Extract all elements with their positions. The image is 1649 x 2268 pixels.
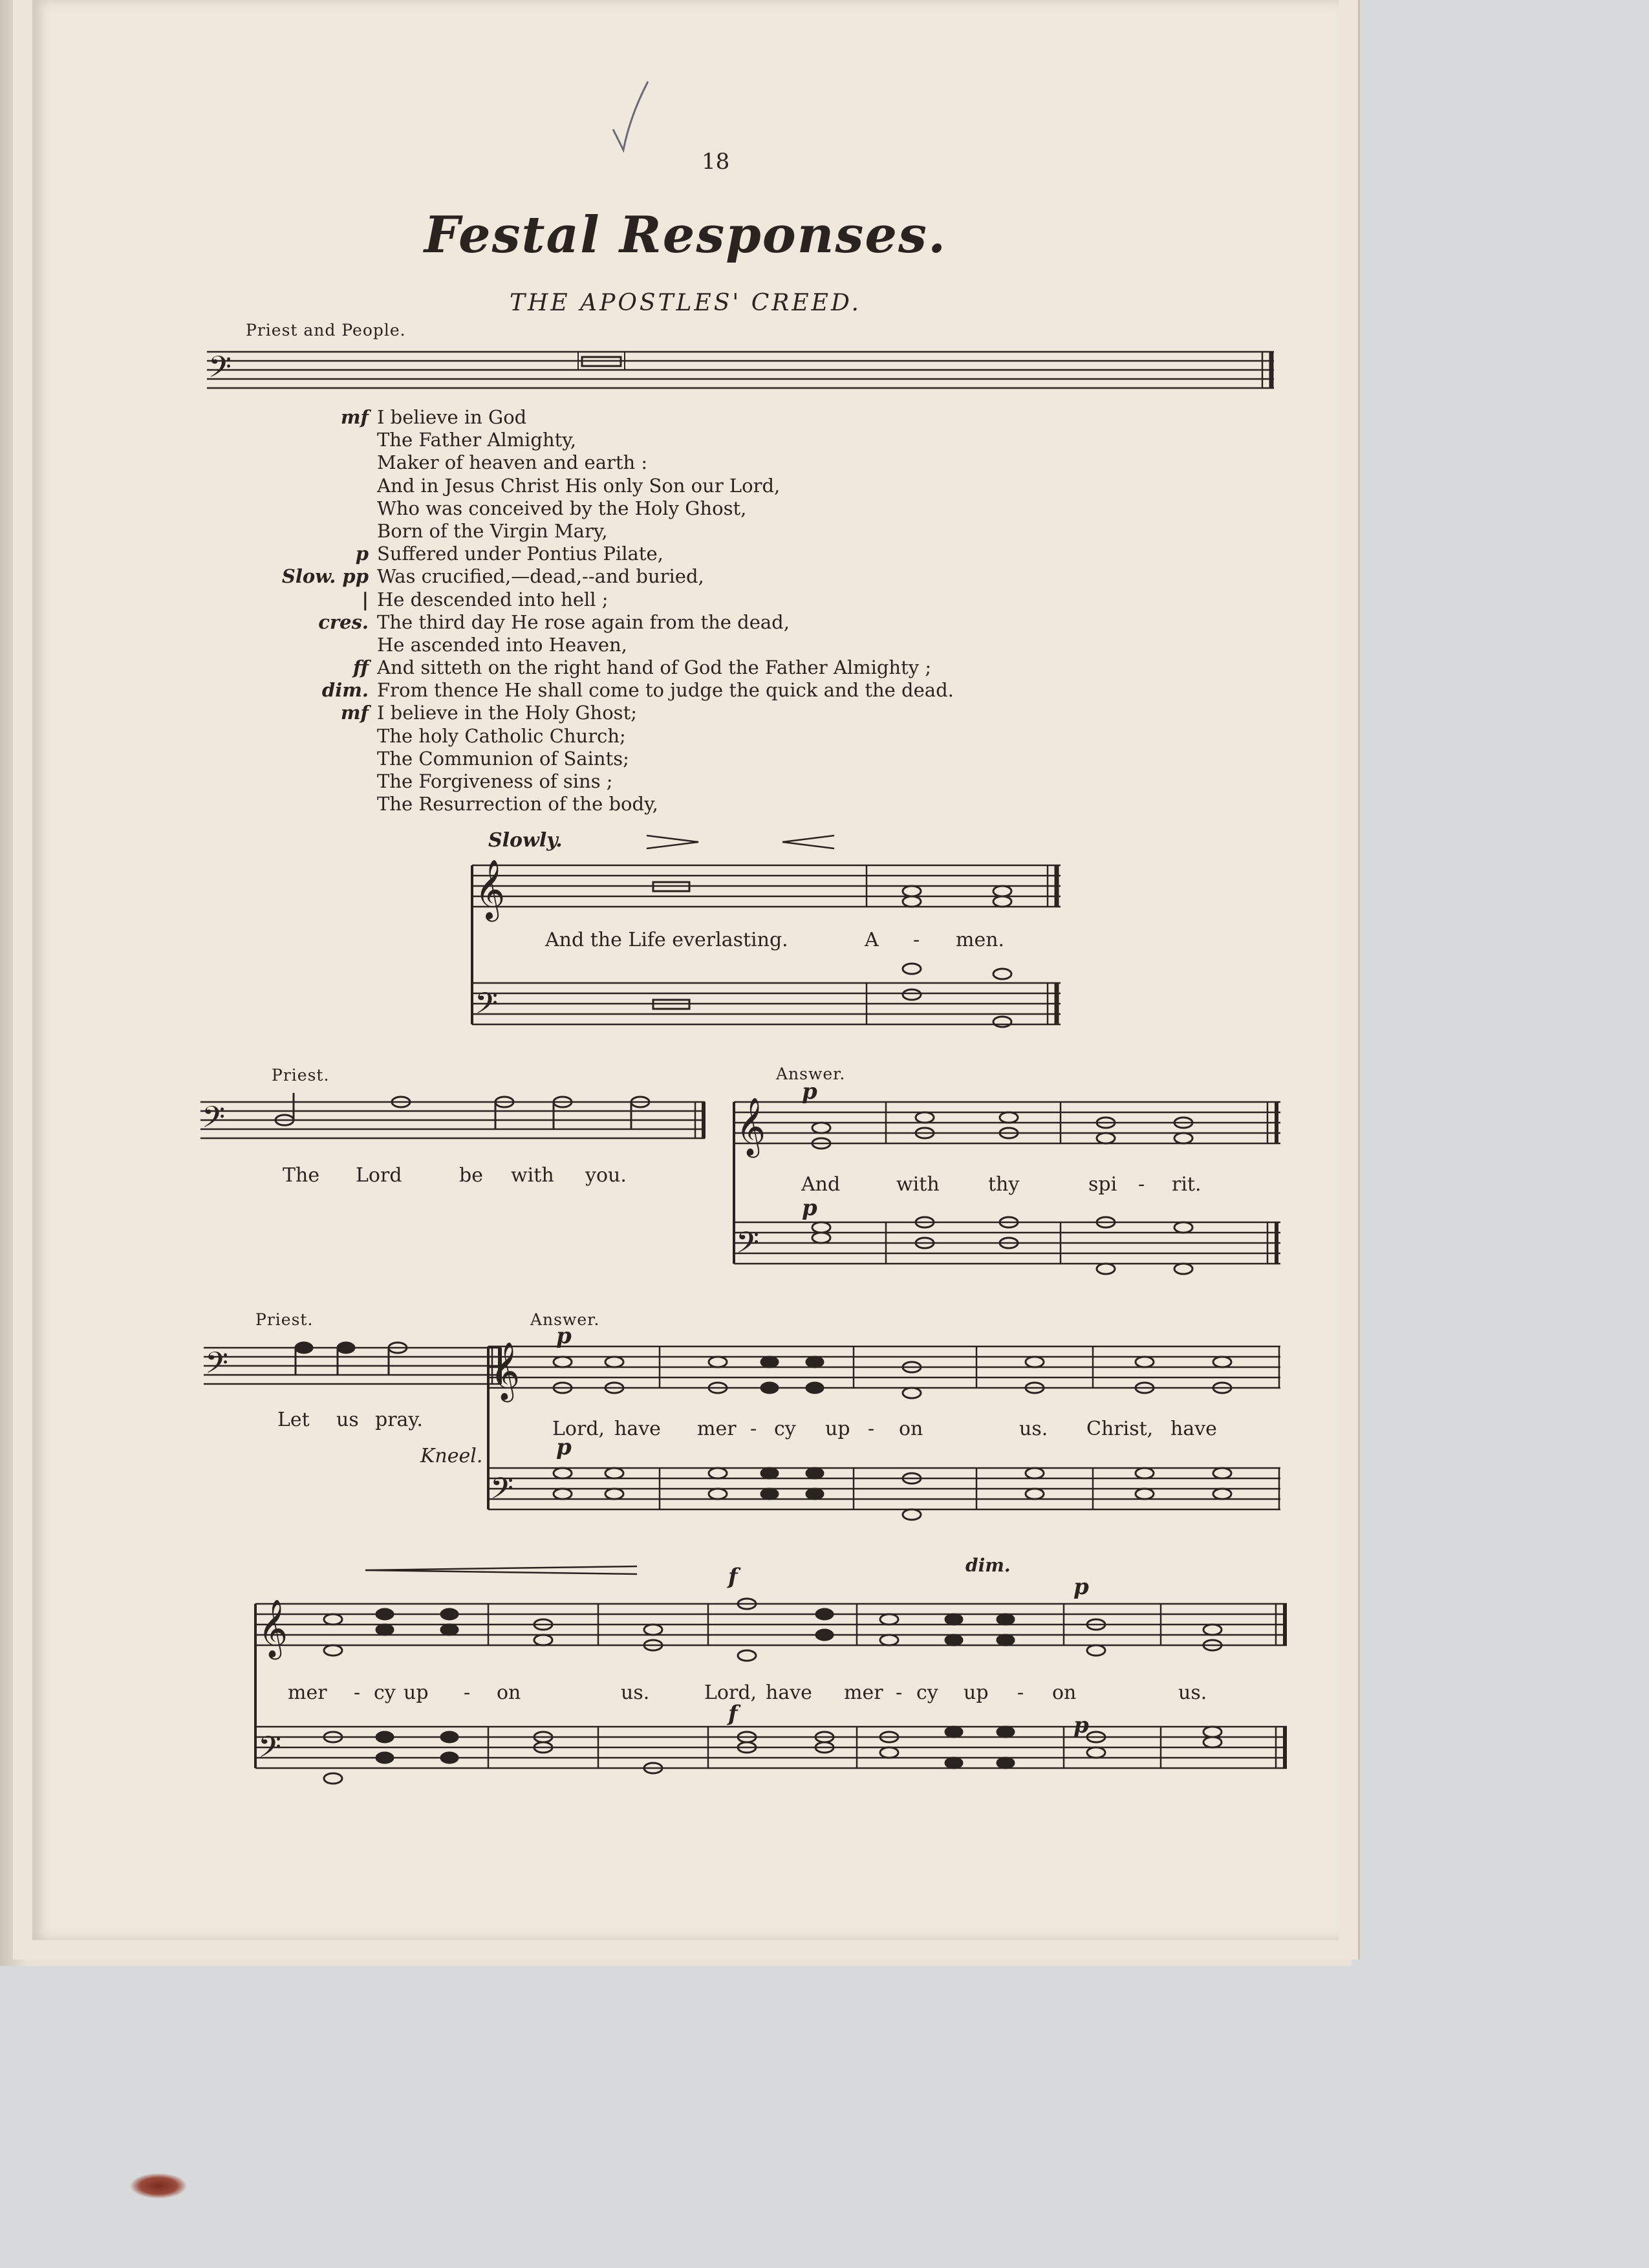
bass-clef-icon: 𝄢 [258, 1730, 282, 1772]
lyric-syllable: - [896, 1681, 903, 1704]
creed-line-text: The holy Catholic Church; [377, 724, 626, 747]
kneel-direction: Kneel. [420, 1445, 483, 1467]
creed-intonation-staff [207, 343, 1280, 401]
amen-lyric: And the Life everlasting. [545, 929, 788, 951]
priest-and-people-label: Priest and People. [246, 321, 406, 340]
section-subtitle: THE APOSTLES' CREED. [510, 290, 861, 316]
creed-dynamic: cres. [318, 610, 369, 633]
lyric-syllable: mer [697, 1418, 737, 1440]
creed-line-text: The Forgiveness of sins ; [377, 770, 613, 792]
priest-label-2: Priest. [255, 1310, 314, 1329]
lyric-syllable: mer [288, 1681, 327, 1704]
ink-stain [129, 2173, 188, 2199]
diminuendo-marking: dim. [965, 1555, 1011, 1576]
creed-line-text: I believe in the Holy Ghost; [377, 702, 637, 724]
piano-marking-bass: p [1073, 1712, 1089, 1738]
tempo-marking: Slowly. [488, 829, 563, 852]
priest-staff-1 [200, 1093, 718, 1158]
lyric-syllable: spi [1088, 1173, 1117, 1196]
lyric-syllable: cy [774, 1418, 796, 1440]
lyric-syllable: us. [1178, 1681, 1207, 1704]
amen-lyric-a: A [865, 929, 879, 951]
lyric-syllable: Lord, [704, 1681, 757, 1704]
creed-dynamic: Slow. pp [281, 565, 369, 588]
amen-lyric-men: men. [956, 929, 1005, 951]
answer-dynamic: p [802, 1079, 817, 1105]
lyric-syllable: us. [621, 1681, 650, 1704]
creed-line-text: Was crucified,—dead,--and buried, [377, 565, 704, 588]
treble-clef-icon: 𝄞 [490, 1342, 521, 1400]
creed-line-text: Who was conceived by the Holy Ghost, [377, 497, 747, 519]
creed-line-text: I believe in God [377, 406, 527, 428]
bass-clef-icon: 𝄢 [205, 1346, 229, 1388]
creed-line-text: And in Jesus Christ His only Son our Lord, [377, 474, 781, 497]
lyric-syllable: - [868, 1418, 875, 1440]
creed-line-text: And sitteth on the right hand of God the Father Almighty ; [377, 656, 932, 679]
answer-label: Answer. [776, 1064, 846, 1083]
page-title: Festal Responses. [424, 206, 947, 265]
lyric-syllable: mer [844, 1681, 883, 1704]
lyric-syllable: The [283, 1164, 320, 1187]
lyric-syllable: on [1052, 1681, 1077, 1704]
creed-dynamic: ff [353, 656, 369, 679]
page-number: 18 [702, 149, 730, 175]
bass-clef-icon: 𝄢 [475, 986, 499, 1028]
answer-dynamic-2-bass: p [556, 1434, 572, 1460]
lyric-syllable: pray. [375, 1409, 423, 1431]
creed-dynamic: p [355, 543, 369, 565]
lyric-syllable: have [1170, 1418, 1217, 1440]
pencil-check-mark [608, 78, 653, 155]
lyric-syllable: up [825, 1418, 850, 1440]
priest-label: Priest. [272, 1066, 330, 1085]
lyric-syllable: up [404, 1681, 429, 1704]
bass-clef-icon: 𝄢 [208, 350, 232, 392]
creed-line-text: Suffered under Pontius Pilate, [377, 543, 663, 565]
lyric-syllable: be [459, 1164, 483, 1187]
lyric-syllable: with [511, 1164, 554, 1187]
creed-dynamic: dim. [321, 679, 369, 702]
creed-line-text: Born of the Virgin Mary, [377, 519, 608, 542]
lyric-syllable: on [497, 1681, 521, 1704]
lyric-syllable: us. [1019, 1418, 1048, 1440]
forte-marking-bass: f [728, 1701, 738, 1727]
lyric-syllable: have [766, 1681, 812, 1704]
treble-clef-icon: 𝄞 [736, 1097, 766, 1156]
answer-label-2: Answer. [530, 1310, 600, 1329]
creed-line-text: The Communion of Saints; [377, 747, 629, 770]
lyric-syllable: us [336, 1409, 359, 1431]
creed-dynamic: mf [340, 406, 369, 428]
lyric-syllable: - [750, 1418, 757, 1440]
lyric-syllable: Christ, [1086, 1418, 1154, 1440]
creed-dynamic: | [361, 588, 369, 610]
lyric-syllable: cy [374, 1681, 396, 1704]
answer-dynamic-bass: p [802, 1195, 817, 1221]
creed-line-text: Maker of heaven and earth : [377, 451, 648, 474]
final-system [204, 1565, 1290, 1785]
hymnal-page [32, 0, 1339, 1940]
lyric-syllable: Lord [356, 1164, 402, 1187]
creed-line-text: The Father Almighty, [377, 429, 577, 451]
lyric-syllable: Lord, [552, 1418, 605, 1440]
lyric-syllable: - [1017, 1681, 1024, 1704]
bass-clef-icon: 𝄢 [736, 1226, 760, 1268]
lyric-syllable: up [964, 1681, 989, 1704]
priest-staff-2 [204, 1339, 514, 1403]
lyric-syllable: rit. [1172, 1173, 1202, 1196]
creed-line-text: From thence He shall come to judge the quick and the dead. [377, 679, 954, 702]
lyric-syllable: - [464, 1681, 471, 1704]
lyric-syllable: - [354, 1681, 361, 1704]
creed-dynamic: mf [340, 702, 369, 724]
creed-line-text: He descended into hell ; [377, 588, 609, 610]
lyric-syllable: - [1138, 1173, 1145, 1196]
lyric-syllable: you. [585, 1164, 627, 1187]
piano-marking: p [1073, 1574, 1089, 1600]
bass-clef-icon: 𝄢 [490, 1471, 514, 1513]
amen-lyric-dash: - [913, 929, 920, 951]
lyric-syllable: thy [988, 1173, 1020, 1196]
creed-line-text: The third day He rose again from the dead, [377, 610, 790, 633]
lyric-syllable: have [614, 1418, 661, 1440]
lyric-syllable: on [899, 1418, 923, 1440]
lyric-syllable: cy [916, 1681, 938, 1704]
creed-line-text: The Resurrection of the body, [377, 793, 658, 815]
lyric-syllable: Let [277, 1409, 310, 1431]
creed-line-text: He ascended into Heaven, [377, 633, 627, 656]
answer-dynamic-2: p [556, 1323, 572, 1349]
answer-system-2 [485, 1339, 1287, 1533]
treble-clef-icon: 𝄞 [258, 1599, 288, 1658]
treble-clef-icon: 𝄞 [475, 859, 506, 919]
lyric-syllable: with [896, 1173, 940, 1196]
lyric-syllable: And [801, 1173, 841, 1196]
bass-clef-icon: 𝄢 [202, 1100, 226, 1142]
forte-marking: f [728, 1564, 738, 1590]
